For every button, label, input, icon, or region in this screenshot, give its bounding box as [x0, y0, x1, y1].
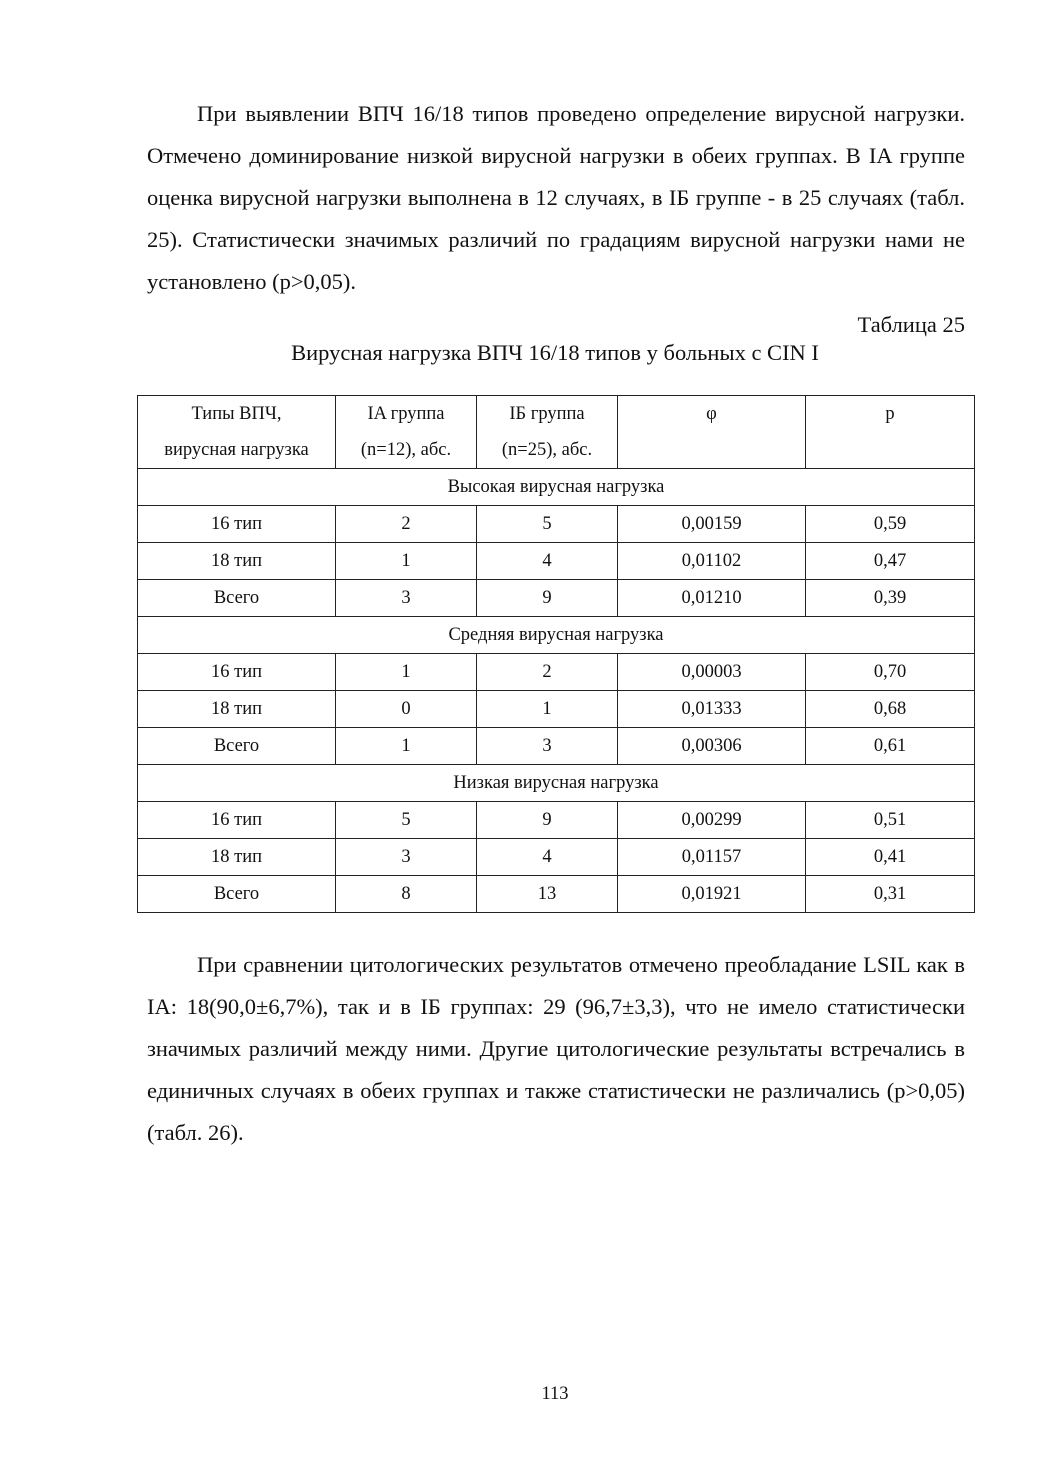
cell-p: 0,51	[806, 802, 975, 839]
cell-p: 0,61	[806, 728, 975, 765]
section-row-high	[138, 469, 975, 506]
cell-phi: 0,00299	[618, 802, 806, 839]
cell-ia: 1	[336, 543, 477, 580]
header-phi: φ	[618, 396, 806, 469]
section-title: Низкая вирусная нагрузка	[138, 765, 975, 802]
cell-type: 16 тип	[138, 654, 336, 691]
cell-phi: 0,01921	[618, 876, 806, 913]
cell-p: 0,39	[806, 580, 975, 617]
cell-p: 0,68	[806, 691, 975, 728]
table-row	[138, 802, 975, 839]
page-number: 113	[541, 1384, 569, 1404]
table-row	[138, 728, 975, 765]
header-p: p	[806, 396, 975, 469]
table-header-row	[138, 396, 975, 469]
cell-phi: 0,01157	[618, 839, 806, 876]
section-title: Высокая вирусная нагрузка	[138, 469, 975, 506]
cell-p: 0,70	[806, 654, 975, 691]
cell-phi: 0,00003	[618, 654, 806, 691]
cell-ib: 9	[477, 580, 618, 617]
cell-ib: 4	[477, 543, 618, 580]
cell-ia: 1	[336, 654, 477, 691]
table-row	[138, 691, 975, 728]
cell-ib: 1	[477, 691, 618, 728]
body-paragraph-1: При выявлении ВПЧ 16/18 типов проведено определение вирусной нагрузки. Отмечено доминирование низкой вирусной нагрузки в обеих группах. В IA группе оценка вирусной нагрузки выполнена в 12 случаях, в IБ группе - в 25 случаях (табл. 25). Статистически значимых различий по градациям вирусной нагрузки нами не установлено (p>0,05).	[147, 101, 965, 294]
cell-phi: 0,00159	[618, 506, 806, 543]
table-title: Вирусная нагрузка ВПЧ 16/18 типов у больных с CIN I	[291, 340, 819, 365]
cell-type: 16 тип	[138, 506, 336, 543]
cell-ia: 3	[336, 839, 477, 876]
cell-phi: 0,01210	[618, 580, 806, 617]
cell-ia: 5	[336, 802, 477, 839]
cell-ib: 5	[477, 506, 618, 543]
cell-phi: 0,00306	[618, 728, 806, 765]
header-group-ia: IA группа (n=12), абс.	[336, 396, 477, 469]
section-title: Средняя вирусная нагрузка	[138, 617, 975, 654]
section-row-low	[138, 765, 975, 802]
cell-type: 18 тип	[138, 691, 336, 728]
cell-phi: 0,01333	[618, 691, 806, 728]
table-number: Таблица 25	[857, 312, 965, 337]
cell-ia: 8	[336, 876, 477, 913]
cell-type: Всего	[138, 580, 336, 617]
table-row	[138, 654, 975, 691]
viral-load-table	[137, 395, 975, 913]
cell-p: 0,31	[806, 876, 975, 913]
cell-type: 18 тип	[138, 839, 336, 876]
cell-p: 0,47	[806, 543, 975, 580]
cell-type: 18 тип	[138, 543, 336, 580]
table-row	[138, 839, 975, 876]
cell-phi: 0,01102	[618, 543, 806, 580]
table-row	[138, 580, 975, 617]
header-hpv-type: Типы ВПЧ, вирусная нагрузка	[138, 396, 336, 469]
cell-ia: 0	[336, 691, 477, 728]
table-row	[138, 506, 975, 543]
cell-type: Всего	[138, 876, 336, 913]
cell-ia: 2	[336, 506, 477, 543]
cell-ia: 1	[336, 728, 477, 765]
section-row-medium	[138, 617, 975, 654]
header-group-ib: IБ группа (n=25), абс.	[477, 396, 618, 469]
cell-ib: 13	[477, 876, 618, 913]
cell-ib: 3	[477, 728, 618, 765]
table-row	[138, 876, 975, 913]
cell-ib: 2	[477, 654, 618, 691]
cell-type: 16 тип	[138, 802, 336, 839]
body-paragraph-2: При сравнении цитологических результатов отмечено преобладание LSIL как в IA: 18(90,0±6,7%), так и в IБ группах: 29 (96,7±3,3), что не имело статистически значимых различий между ними. Другие цитологические результаты встречались в единичных случаях в обеих группах и также статистически не различались (p>0,05) (табл. 26).	[147, 952, 965, 1145]
cell-ib: 4	[477, 839, 618, 876]
table-row	[138, 543, 975, 580]
cell-p: 0,59	[806, 506, 975, 543]
cell-p: 0,41	[806, 839, 975, 876]
cell-ia: 3	[336, 580, 477, 617]
cell-type: Всего	[138, 728, 336, 765]
cell-ib: 9	[477, 802, 618, 839]
